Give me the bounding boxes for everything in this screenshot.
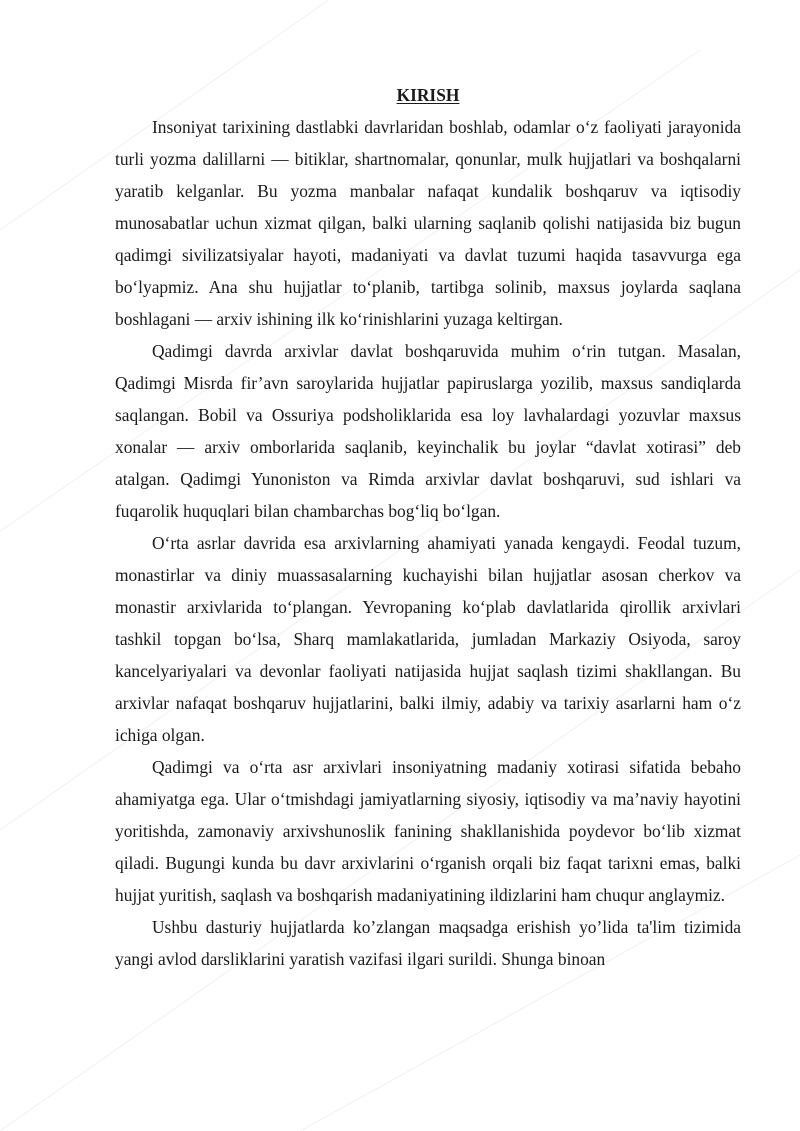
paragraph-5: Ushbu dasturiy hujjatlarda ko’zlangan maqsadga erishish yo’lida ta'lim tizimida yangi avlod darsliklarini yaratish vazifasi ilgari surildi. Shunga binoan [115, 917, 741, 969]
paragraph-2: Qadimgi davrda arxivlar davlat boshqaruvida muhim o‘rin tutgan. Masalan, Qadimgi Misrda fir’avn saroylarida hujjatlar papiruslarga yozilib, maxsus sandiqlarda saqlangan. Bobil va Ossuriya podsholiklarida esa loy lavhalardagi yozuvlar maxsus xonalar — arxiv omborlarida saqlanib, keyinchalik bu joylar “davlat xotirasi” deb atalgan. Qadimgi Yunoniston va Rimda arxivlar davlat boshqaruvi, sud ishlari va fuqarolik huquqlari bilan chambarchas bog‘liq bo‘lgan. [115, 341, 741, 521]
paragraph-3: O‘rta asrlar davrida esa arxivlarning ahamiyati yanada kengaydi. Feodal tuzum, monastirlar va diniy muassasalarning kuchayishi bilan hujjatlar asosan cherkov va monastir arxivlarida to‘plangan. Yevropaning ko‘plab davlatlarida qirollik arxivlari tashkil topgan bo‘lsa, Sharq mamlakatlarida, jumladan Markaziy Osiyoda, saroy kancelyariyalari va devonlar faoliyati natijasida hujjat saqlash tizimi shakllangan. Bu arxivlar nafaqat boshqaruv hujjatlarini, balki ilmiy, adabiy va tarixiy asarlarni ham o‘z ichiga olgan. [115, 533, 741, 745]
page-title: KIRISH [396, 85, 460, 105]
document-body [115, 76, 741, 975]
paragraph-1: Insoniyat tarixining dastlabki davrlaridan boshlab, odamlar o‘z faoliyati jarayonida turli yozma dalillarni — bitiklar, shartnomalar, qonunlar, mulk hujjatlari va boshqalarni yaratib kelganlar. Bu yozma manbalar nafaqat kundalik boshqaruv va iqtisodiy munosabatlar uchun xizmat qilgan, balki ularning saqlanib qolishi natijasida biz bugun qadimgi sivilizatsiyalar hayoti, madaniyati va davlat tuzumi haqida tasavvurga ega bo‘lyapmiz. Ana shu hujjatlar to‘planib, tartibga solinib, maxsus joylarda saqlana boshlagani — arxiv ishining ilk ko‘rinishlarini yuzaga keltirgan. [115, 117, 741, 329]
paragraph-4: Qadimgi va o‘rta asr arxivlari insoniyatning madaniy xotirasi sifatida bebaho ahamiyatga ega. Ular o‘tmishdagi jamiyatlarning siyosiy, iqtisodiy va ma’naviy hayotini yoritishda, zamonaviy arxivshunoslik fanining shakllanishida poydevor bo‘lib xizmat qiladi. Bugungi kunda bu davr arxivlarini o‘rganish orqali biz faqat tarixni emas, balki hujjat yuritish, saqlash va boshqarish madaniyatining ildizlarini ham chuqur anglaymiz. [115, 757, 741, 905]
